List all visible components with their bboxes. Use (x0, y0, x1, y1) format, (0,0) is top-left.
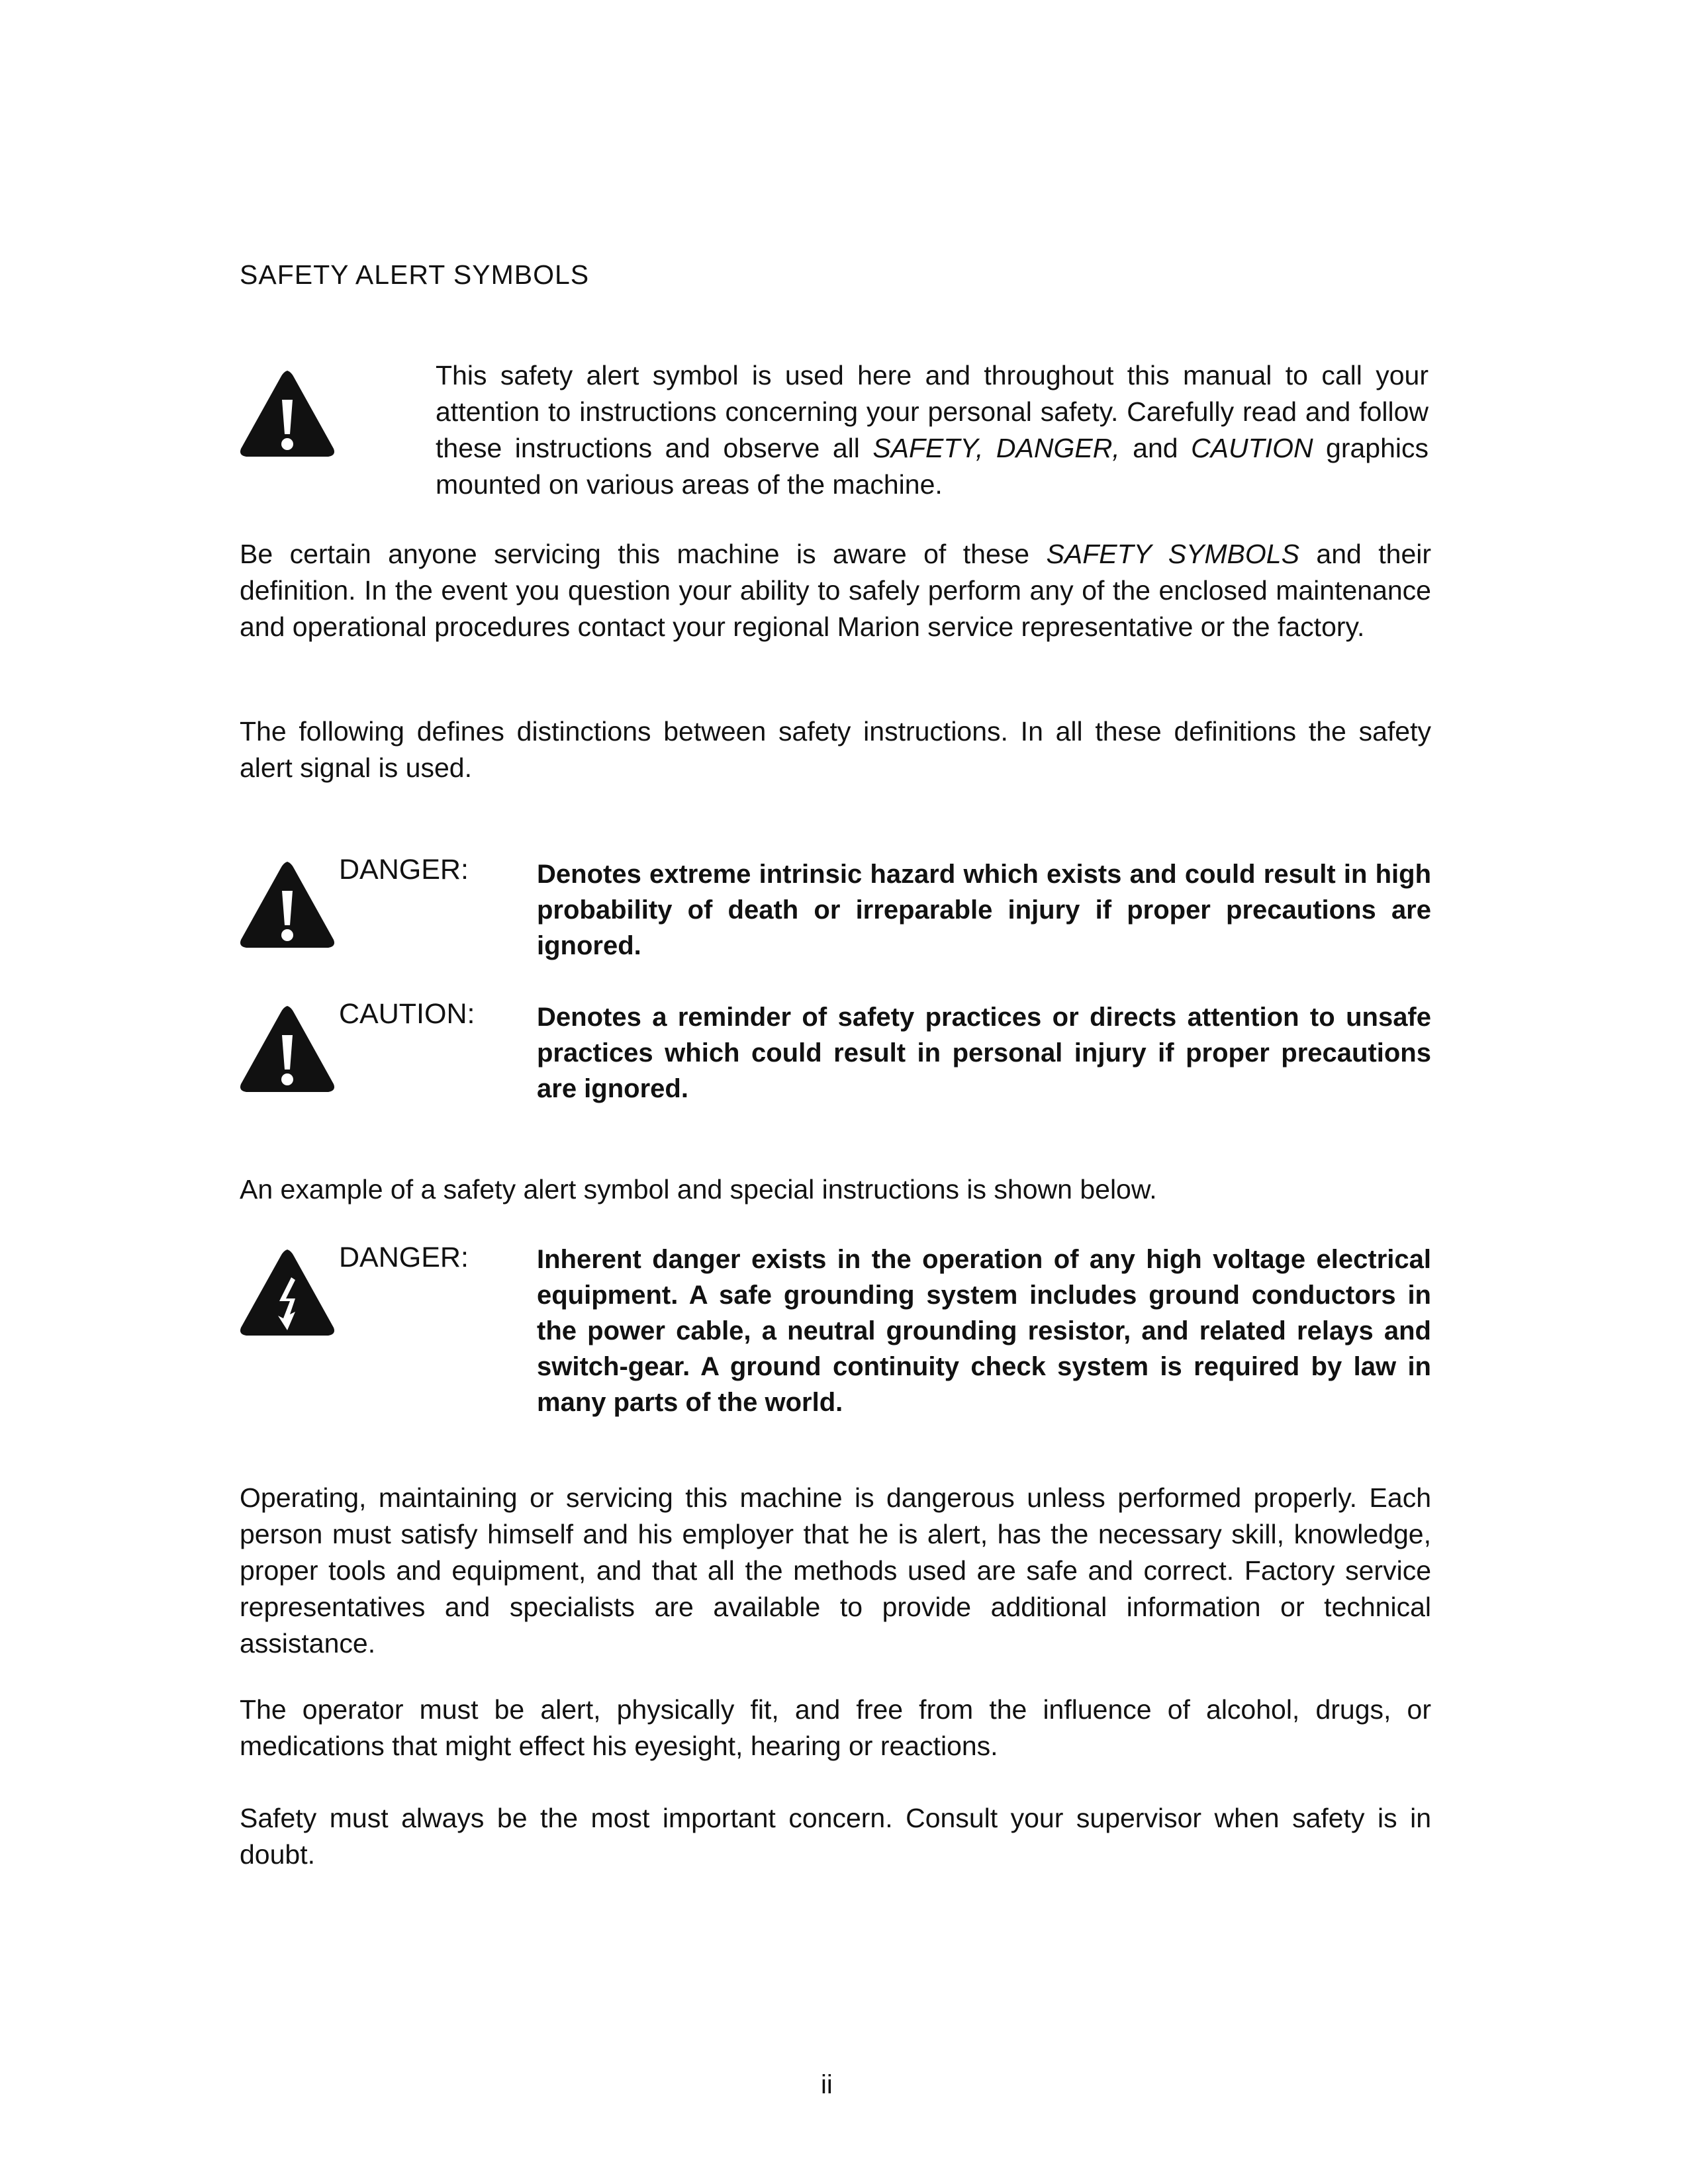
caution-label: CAUTION: (339, 998, 475, 1030)
operating-paragraph: Operating, maintaining or servicing this machine is dangerous unless performed properly. Each person must satisfy himself and his employer that he is alert, has the necessary skill, knowledge, proper tools and equipment, and that all the methods used are safe and correct. Factory service representatives and specialists are available to provide additional information or technical assistance. (240, 1482, 1431, 1659)
danger-alert-icon (237, 856, 338, 950)
safety-concern-paragraph: Safety must always be the most important concern. Consult your supervisor when safety is in doubt. (240, 1803, 1431, 1870)
servicing-awareness-paragraph: Be certain anyone servicing this machine is aware of these SAFETY SYMBOLS and their definition. In the event you question your ability to safely perform any of the enclosed maintenance and operational procedures contact your regional Marion service representative or the factory. (240, 539, 1432, 642)
example-danger-label: DANGER: (339, 1242, 469, 1273)
danger-label: DANGER: (339, 854, 469, 886)
example-danger-text: Inherent danger exists in the operation of any high voltage electrical equipment. A safe grounding system includes ground conductors in the power cable, a neutral grounding resistor, and related relays and switch-gear. A ground continuity check system is required by law in many parts of the world. (537, 1245, 1431, 1417)
safety-alert-icon (237, 365, 338, 459)
caution-definition: Denotes a reminder of safety practices or directs attention to unsafe practices which could result in personal injury if proper precautions are ignored. (537, 1003, 1431, 1103)
intro-paragraph: This safety alert symbol is used here and throughout this manual to call your attention to instructions concerning your personal safety. Carefully read and follow these instructions and observe all SAFETY, DANGER, and CAUTION graphics mounted on various areas of the machine. (436, 360, 1429, 500)
danger-definition: Denotes extreme intrinsic hazard which exists and could result in high probability of death or irreparable injury if proper precautions are ignored. (537, 860, 1431, 960)
electrical-danger-icon (237, 1244, 338, 1338)
page-heading: SAFETY ALERT SYMBOLS (240, 259, 590, 290)
caution-alert-icon (237, 1001, 338, 1095)
definitions-intro-paragraph: The following defines distinctions between safety instructions. In all these definitions the safety alert signal is used. (240, 716, 1431, 783)
operator-paragraph: The operator must be alert, physically fit, and free from the influence of alcohol, drugs, or medications that might effect his eyesight, hearing or reactions. (240, 1694, 1431, 1761)
example-intro-paragraph: An example of a safety alert symbol and special instructions is shown below. (240, 1174, 1157, 1205)
page-number: ii (821, 2070, 833, 2099)
